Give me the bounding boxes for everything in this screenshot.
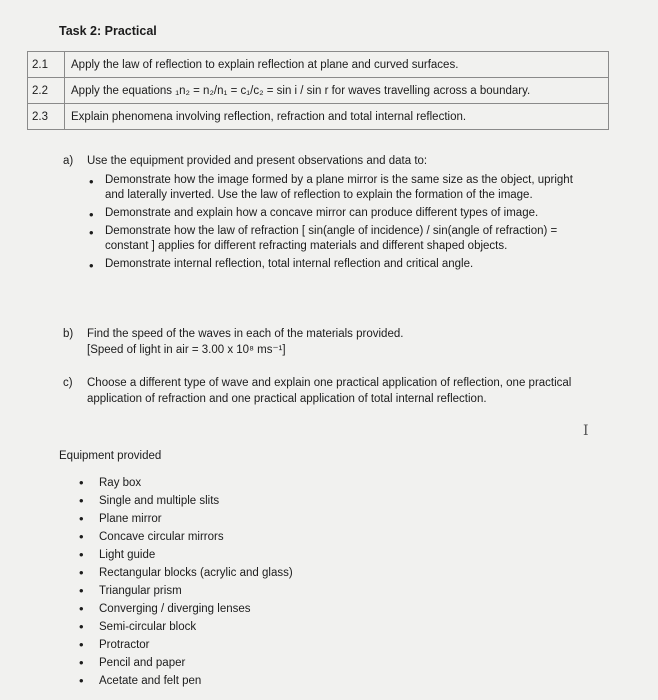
question-a-bullets [87,173,593,273]
objectives-table [27,51,609,130]
question-label: a) [63,155,74,167]
list-item: • Demonstrate how the law of refraction [ sin(angle of incidence) / sin(angle of refraction) = constant ] applies for different refracting materials and different shaped objects. [105,224,593,255]
table-row [28,52,609,78]
list-item: • Acetate and felt pen [99,672,293,690]
objective-text: Explain phenomena involving reflection, refraction and total internal reflection. [65,104,609,130]
list-item: • Rectangular blocks (acrylic and glass) [99,564,293,582]
table-row [28,104,609,130]
list-item: • Semi-circular block [99,618,293,636]
list-item: • Pencil and paper [99,654,293,672]
list-item: • Concave circular mirrors [99,528,293,546]
question-label: c) [63,377,73,389]
list-item: • Demonstrate internal reflection, total internal reflection and critical angle. [105,257,593,273]
question-label: b) [63,328,74,340]
list-item: • Ray box [99,474,293,492]
objective-text: Apply the equations ₁n₂ = n₂/n₁ = c₁/c₂ = sin i / sin r for waves travelling across a boundary. [65,78,609,104]
objective-number: 2.2 [28,78,65,104]
list-item: • Converging / diverging lenses [99,600,293,618]
list-item: • Protractor [99,636,293,654]
question-b [63,327,593,358]
equipment-list [99,474,293,690]
table-row [28,78,609,104]
question-a [63,154,593,274]
list-item: • Single and multiple slits [99,492,293,510]
task-title: Task 2: Practical [59,24,157,38]
list-item: • Demonstrate how the image formed by a plane mirror is the same size as the object, upright and laterally inverted. Use the law of reflection to explain the formation of the image. [105,173,593,204]
list-item: • Triangular prism [99,582,293,600]
text-cursor-icon: I [583,423,589,439]
objective-text: Apply the law of reflection to explain reflection at plane and curved surfaces. [65,52,609,78]
objective-number: 2.1 [28,52,65,78]
list-item: • Plane mirror [99,510,293,528]
list-item: • Demonstrate and explain how a concave mirror can produce different types of image. [105,206,593,222]
list-item: • Light guide [99,546,293,564]
objective-number: 2.3 [28,104,65,130]
speed-of-light-note: [Speed of light in air = 3.00 x 10⁸ ms⁻¹] [87,343,286,356]
question-text: Find the speed of the waves in each of the materials provided. [87,328,404,340]
equipment-title: Equipment provided [59,450,162,462]
question-text: Use the equipment provided and present observations and data to: [87,155,428,167]
question-text: Choose a different type of wave and explain one practical application of reflection, one practical application of refraction and one practical application of total internal reflection. [87,377,572,405]
question-c [63,376,593,407]
